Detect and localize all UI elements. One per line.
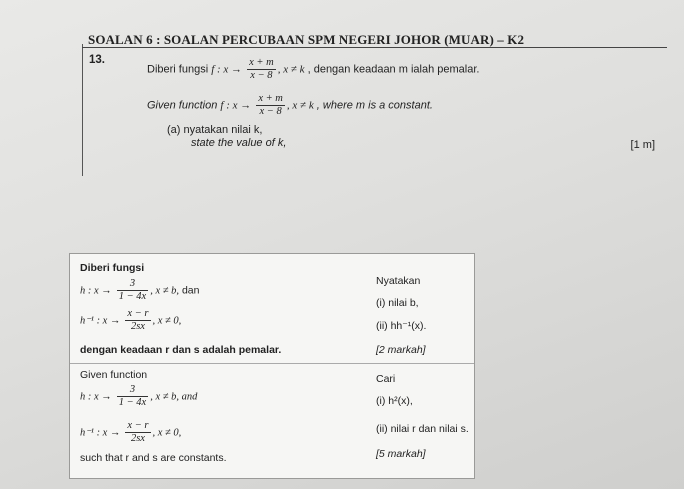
card-ms-part-i: (i) nilai b, [376,297,419,309]
en-prefix: Given function [147,99,218,112]
part-a-en: state the value of k, [191,137,287,149]
card-en-hinv-function [80,420,181,445]
card-en-hinv-condition: , x ≠ 0, [152,427,182,439]
card-en-h-numerator: 3 [117,384,149,397]
card-cari: Cari [376,373,396,385]
question-statement-en [147,93,433,118]
part-a-ms: (a) nyatakan nilai k, [167,124,263,136]
card-hinv-fraction [125,308,150,333]
card-hinv-condition: , x ≠ 0, [152,315,182,327]
card-hinv-function [80,308,181,333]
card-ms-marks: [2 markah] [376,344,426,356]
card-en-condition: such that r and s are constants. [80,452,227,464]
question-statement-ms [147,57,479,82]
card-h-lhs: h : x → [80,285,112,297]
en-fraction [256,93,285,118]
card-en-part-i: (i) h²(x), [376,395,413,407]
question-number: 13. [89,54,105,66]
card-ms-condition: dengan keadaan r dan s adalah pemalar. [80,344,282,356]
card-h-condition: , x ≠ b, [150,285,180,297]
card-en-hinv-lhs: h⁻¹ : x → [80,427,121,439]
ms-suffix: , dengan keadaan m ialah pemalar. [307,63,480,76]
en-fraction-numerator: x + m [258,93,283,104]
en-fraction-denominator: x − 8 [259,106,282,117]
card-en-marks: [5 markah] [376,448,426,460]
card-h-function [80,278,199,303]
en-function-lhs: f : x → [220,99,252,112]
card-en-h-denominator: 1 − 4x [118,397,147,408]
part-a-marks: [1 m] [630,139,655,151]
section-header: SOALAN 6 : SOALAN PERCUBAAN SPM NEGERI JOHOR (MUAR) – K2 [88,32,525,47]
ms-function-lhs: f : x → [211,63,243,76]
card-h-denominator: 1 − 4x [118,291,147,302]
related-question-card [69,253,475,479]
card-en-hinv-fraction [125,420,150,445]
card-diberi-fungsi: Diberi fungsi [80,262,145,274]
card-en-h-condition: , x ≠ b, and [150,391,198,403]
card-hinv-denominator: 2sx [130,321,145,332]
card-h-numerator: 3 [117,278,149,291]
card-hinv-numerator: x − r [127,308,149,319]
ms-fraction [247,57,276,82]
card-nyatakan: Nyatakan [376,275,421,287]
question-block [75,30,675,160]
card-hinv-lhs: h⁻¹ : x → [80,315,121,327]
card-h-dan: dan [181,284,200,297]
card-en-part-ii: (ii) nilai r dan nilai s. [376,423,469,435]
card-en-h-fraction [117,384,149,409]
card-given-function: Given function [80,369,148,381]
card-en-h-function [80,384,197,409]
en-suffix: , where m is a constant. [316,99,433,112]
en-condition: , x ≠ k [286,99,314,112]
card-en-hinv-denominator: 2sx [130,433,145,444]
card-h-fraction [117,278,149,303]
card-en-h-lhs: h : x → [80,391,112,403]
ms-fraction-denominator: x − 8 [250,70,273,81]
ms-prefix: Diberi fungsi [147,63,209,76]
ms-fraction-numerator: x + m [249,57,274,68]
card-en-hinv-numerator: x − r [127,420,149,431]
ms-condition: , x ≠ k [277,63,305,76]
card-ms-part-ii: (ii) hh⁻¹(x). [376,320,427,332]
margin-line [82,44,83,176]
card-divider [70,363,474,364]
